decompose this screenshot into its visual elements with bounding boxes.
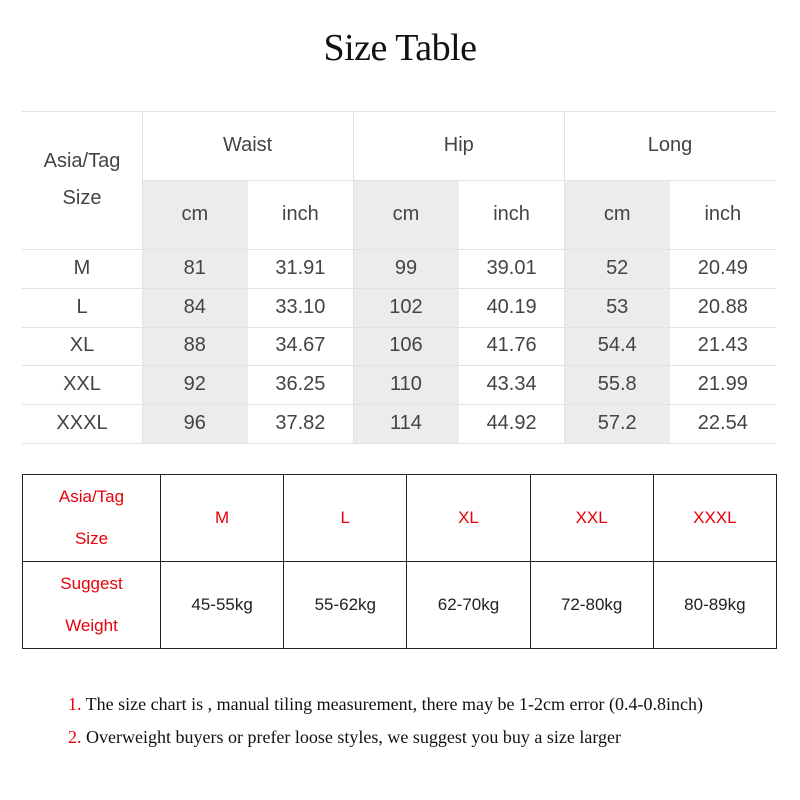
value-cell: 81 (183, 256, 206, 279)
weight-cell: 45-55kg (161, 562, 284, 649)
table-divider (22, 404, 776, 405)
group-header: Hip (443, 134, 474, 156)
weight-cell: 62-70kg (407, 562, 530, 649)
note-item (68, 721, 788, 754)
size-cell: XXL (530, 475, 653, 562)
value-cell: 37.82 (275, 412, 326, 435)
unit-header: inch (282, 203, 319, 225)
size-cell: XXXL (56, 412, 108, 435)
value-cell: 55.8 (597, 373, 637, 396)
measurement-table (22, 111, 776, 443)
weight-table-size-row (23, 475, 777, 562)
value-cell: 88 (183, 334, 206, 357)
size-cell: XXL (63, 373, 101, 396)
page-title: Size Table (323, 27, 477, 69)
value-cell: 20.49 (697, 256, 748, 279)
value-cell: 21.43 (697, 334, 748, 357)
value-cell: 22.54 (697, 412, 748, 435)
note-text: Overweight buyers or prefer loose styles, we suggest you buy a size larger (81, 727, 622, 747)
value-cell: 33.10 (275, 295, 326, 318)
group-header: Long (647, 134, 693, 156)
size-cell: M (161, 475, 284, 562)
size-cell: XXXL (653, 475, 776, 562)
value-cell: 20.88 (697, 295, 748, 318)
table-divider (22, 111, 776, 112)
size-header-line1: Asia/Tag (43, 150, 121, 172)
value-cell: 84 (183, 295, 206, 318)
unit-header: cm (392, 203, 420, 225)
size-header-line2: Size (62, 187, 102, 209)
value-cell: 34.67 (275, 334, 326, 357)
unit-header: cm (603, 203, 631, 225)
value-cell: 57.2 (597, 412, 637, 435)
value-cell: 96 (183, 412, 206, 435)
size-cell: XL (407, 475, 530, 562)
table-divider (22, 327, 776, 328)
weight-cell: 55-62kg (284, 562, 407, 649)
size-label-cell (23, 475, 161, 562)
value-cell: 43.34 (486, 373, 537, 396)
value-cell: 54.4 (597, 334, 637, 357)
weight-cell: 80-89kg (653, 562, 776, 649)
notes (68, 688, 788, 754)
value-cell: 99 (394, 256, 418, 279)
value-cell: 21.99 (697, 373, 748, 396)
size-cell: XL (69, 334, 95, 357)
note-text: The size chart is , manual tiling measurement, there may be 1-2cm error (0.4-0.8inch) (81, 694, 703, 714)
value-cell: 52 (606, 256, 629, 279)
size-label-line1: Asia/Tag (58, 487, 125, 506)
size-label-line2: Size (74, 529, 109, 548)
unit-header: inch (704, 203, 742, 225)
table-divider (353, 111, 354, 443)
value-cell: 44.92 (486, 412, 537, 435)
value-cell: 110 (390, 373, 422, 396)
size-cell: L (76, 295, 88, 318)
value-cell: 106 (389, 334, 423, 357)
suggest-weight-label-cell (23, 562, 161, 649)
weight-table (22, 474, 777, 649)
table-divider (22, 365, 776, 366)
group-header: Waist (222, 134, 273, 156)
value-cell: 102 (389, 295, 423, 318)
value-cell: 40.19 (486, 295, 537, 318)
size-header (22, 111, 142, 249)
table-divider (22, 443, 776, 444)
weight-table-weight-row (23, 562, 777, 649)
table-divider (564, 111, 565, 443)
note-item (68, 688, 788, 721)
table-divider (142, 111, 143, 443)
note-number: 1. (68, 694, 82, 714)
unit-header: cm (181, 203, 209, 225)
table-divider (142, 180, 776, 181)
table-divider (22, 288, 776, 289)
unit-header: inch (493, 203, 530, 225)
value-cell: 39.01 (486, 256, 537, 279)
value-cell: 41.76 (486, 334, 537, 357)
value-cell: 114 (390, 412, 422, 435)
suggest-label-line1: Suggest (60, 574, 123, 593)
size-cell: M (73, 256, 91, 279)
value-cell: 92 (183, 373, 206, 396)
value-cell: 36.25 (275, 373, 326, 396)
size-cell: L (284, 475, 407, 562)
value-cell: 53 (606, 295, 629, 318)
table-divider (22, 249, 776, 250)
value-cell: 31.91 (275, 256, 326, 279)
suggest-label-line2: Weight (65, 616, 118, 635)
note-number: 2. (68, 727, 82, 747)
weight-cell: 72-80kg (530, 562, 653, 649)
